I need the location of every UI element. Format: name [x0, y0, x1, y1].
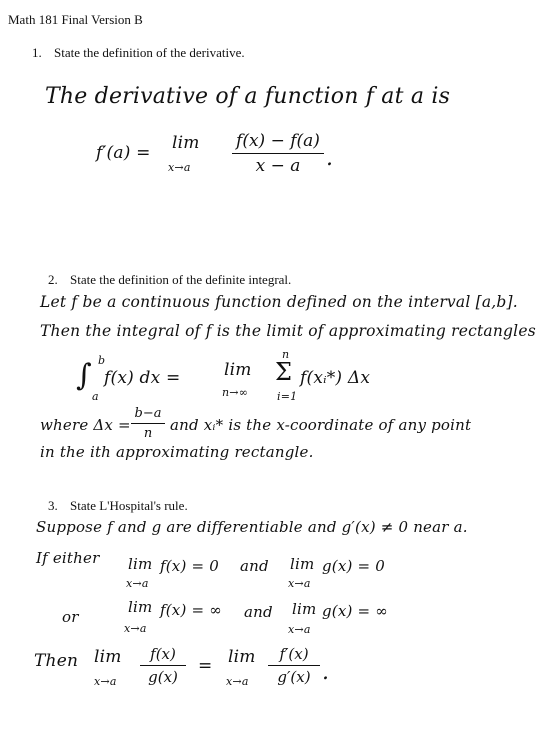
- q2-lim: lim: [224, 360, 252, 380]
- q3-t-fraction1: [140, 645, 186, 686]
- q3-t-sub: x→a: [94, 675, 117, 688]
- q3-t-equals: =: [198, 656, 213, 676]
- q2-upper-limit: b: [98, 354, 106, 367]
- q3-t-denominator: g(x): [148, 668, 178, 686]
- q2-number: 2.: [48, 272, 58, 287]
- q1-number: 1.: [32, 45, 42, 60]
- q2-prompt: State the definition of the definite integral.: [70, 272, 292, 287]
- q3-t-sub2: x→a: [226, 675, 249, 688]
- q1-lim-sub: x→a: [168, 161, 191, 174]
- q1-denominator: x − a: [255, 156, 301, 176]
- q3-c2-and: and: [244, 603, 273, 621]
- q2-dx-denominator: n: [143, 426, 153, 441]
- q3-c1-expr2: g(x) = 0: [322, 557, 386, 575]
- q2-dx-bar: [131, 423, 165, 424]
- q3-number: 3.: [48, 498, 58, 513]
- q1-lim: lim: [172, 133, 200, 153]
- q3-c1-and: and: [240, 557, 269, 575]
- q3-c2-sub2: x→a: [288, 623, 311, 636]
- q1-fraction: [232, 131, 324, 176]
- q3-t-fraction1-bar: [140, 665, 186, 666]
- q2-dx-fraction: [131, 406, 165, 441]
- q2-sum-bottom: i=1: [277, 390, 298, 403]
- q3-c1-expr: f(x) = 0: [160, 557, 219, 575]
- q3-t-denominator2: g′(x): [277, 668, 311, 686]
- q1-lhs: f′(a) =: [96, 143, 151, 163]
- q2-answer-line2: Then the integral of f is the limit of approximating rectangles: [40, 322, 536, 340]
- q3-c2-lim: lim: [128, 598, 153, 616]
- q3-prompt: State L'Hospital's rule.: [70, 498, 188, 513]
- q3-t-fraction2: [268, 645, 320, 686]
- q1-fraction-bar: [232, 153, 324, 154]
- q2-dx-numerator: b−a: [134, 406, 162, 421]
- q2-lower-limit: a: [92, 390, 99, 403]
- q3-answer-line1: Suppose f and g are differentiable and g′(x) ≠ 0 near a.: [36, 518, 468, 536]
- q2-answer-line1: Let f be a continuous function defined on the interval [a,b].: [40, 293, 518, 311]
- q3-t-lim2: lim: [228, 647, 256, 667]
- q3-t-numerator: f(x): [150, 645, 176, 663]
- q1-numerator: f(x) − f(a): [236, 131, 320, 151]
- page-title: Math 181 Final Version B: [8, 12, 143, 27]
- q1-answer-line1: The derivative of a function f at a is: [45, 84, 451, 109]
- q3-t-fraction2-bar: [268, 665, 320, 666]
- q3-c2-expr: f(x) = ∞: [160, 601, 222, 619]
- q1-end: .: [326, 146, 334, 171]
- q3-c2-sub: x→a: [124, 622, 147, 635]
- q2-summand: f(xᵢ*) Δx: [300, 368, 371, 388]
- q3-c1-lim2: lim: [290, 555, 315, 573]
- q2-sum-top: n: [282, 348, 290, 361]
- q3-end: .: [322, 660, 330, 685]
- q3-t-lim: lim: [94, 647, 122, 667]
- q2-integral-sign: ∫: [76, 358, 92, 393]
- q2-where-prefix: where Δx =: [40, 416, 131, 434]
- q3-or: or: [62, 608, 79, 626]
- q3-c1-sub2: x→a: [288, 577, 311, 590]
- q3-c2-expr2: g(x) = ∞: [322, 602, 388, 620]
- q2-lim-sub: n→∞: [222, 386, 249, 399]
- q3-c1-lim: lim: [128, 555, 153, 573]
- q3-c1-sub: x→a: [126, 577, 149, 590]
- q2-integrand: f(x) dx =: [104, 368, 181, 388]
- q3-if-either: If either: [36, 549, 100, 567]
- q2-sum-sign: Σ: [275, 358, 293, 386]
- q3-c2-lim2: lim: [292, 600, 317, 618]
- q3-t-numerator2: f′(x): [279, 645, 309, 663]
- q3-then: Then: [34, 651, 79, 671]
- q1-prompt: State the definition of the derivative.: [54, 45, 245, 60]
- q2-answer-line4: in the ith approximating rectangle.: [40, 443, 314, 461]
- q2-where-suffix: and xᵢ* is the x-coordinate of any point: [170, 416, 472, 434]
